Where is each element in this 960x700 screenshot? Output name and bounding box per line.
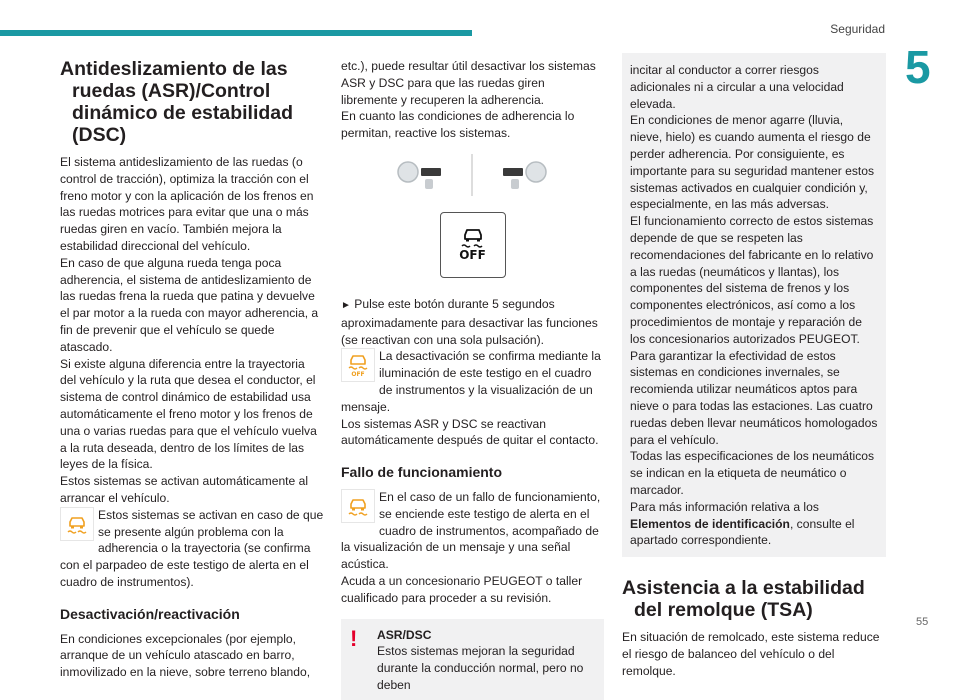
paragraph: Estos sistemas se activan en caso de que se presente algún problema con la adherencia o la trayectoria (se confirma con el parpadeo de este testigo de alerta en el cuadro de instrumentos).: [60, 507, 324, 589]
paragraph: En caso de que alguna rueda tenga poca adherencia, el sistema de antideslizamiento de las ruedas frena la rueda que patina y devuelve el par motor a la rueda con mayor adherencia, a fin de prevenir que el vehículo se quede atascado.: [60, 255, 319, 354]
paragraph: En cuanto las condiciones de adherencia lo permitan, reactive los sistemas.: [341, 109, 575, 141]
warning-title: ASR/DSC: [377, 627, 432, 642]
skid-off-icon: [341, 348, 375, 382]
paragraph: Para más información relativa a los Elementos de identificación, consulte el apartado correspondiente.: [630, 499, 855, 548]
paragraph: etc.), puede resultar útil desactivar los sistemas ASR y DSC para que las ruedas giren libremente y recuperen la adherencia.: [341, 59, 596, 107]
paragraph: El sistema antideslizamiento de las ruedas (o control de tracción), optimiza la tracción con el freno motor y con la aplicación de los frenos en las ruedas motrices para evitar que una o más ruedas giren en vacío. También mejora la estabilidad direccional del vehículo.: [60, 155, 314, 253]
paragraph: En condiciones excepcionales (por ejemplo, arranque de un vehículo atascado en barro, inmovilizado en la nieve, sobre terreno blando,: [60, 631, 311, 680]
warning-box: [341, 619, 604, 700]
skid-warning-icon: [341, 489, 375, 523]
paragraph: En situación de remolcado, este sistema reduce el riesgo de balanceo del vehículo o del remolque.: [622, 630, 880, 678]
paragraph: En condiciones de menor agarre (lluvia, nieve, hielo) es cuando aumenta el riesgo de perder adherencia. Por consiguiente, es importante para su seguridad mantener estos sistemas activados en cualquier condición y, especialmente, en las más adversas.: [630, 113, 875, 212]
warning-light-paragraph: [341, 489, 604, 573]
warning-light-paragraph: [60, 507, 324, 591]
paragraph: El funcionamiento correcto de estos sistemas depende de que se respeten las recomendaciones del fabricante en lo relativo a las ruedas (neumáticos y llantas), los componentes del sistema de frenos y los componentes electrónicos, así como a los procedimientos de montaje y reparación de los concesionarios autorizados PEUGEOT.: [630, 214, 874, 346]
section-heading-tsa: Asistencia a la estabilidad del remolque (TSA): [622, 577, 865, 622]
column-1: [60, 58, 324, 681]
svg-text:OFF: OFF: [351, 371, 365, 379]
paragraph: incitar al conductor a correr riesgos adicionales ni a circular a una velocidad elevada.: [630, 63, 844, 111]
asr-off-button-icon: [440, 212, 506, 278]
paragraph: Todas las especificaciones de los neumáticos se indican en la etiqueta de neumático o marcador.: [630, 449, 875, 497]
instruction-paragraph: ► Pulse este botón durante 5 segundos aproximadamente para desactivar las funciones (se reactivan con una sola pulsación).: [341, 296, 598, 347]
subheading-fault: Fallo de funcionamiento: [341, 464, 503, 481]
off-label: OFF: [459, 248, 486, 263]
paragraph: Acuda a un concesionario PEUGEOT o taller cualificado para proceder a su revisión.: [341, 573, 583, 605]
paragraph: En el caso de un fallo de funcionamiento, se enciende este testigo de alerta en el cuadro de instrumentos, acompañado de la visualización de un mensaje y una señal acústica.: [341, 489, 601, 572]
dashboard-illustration: [341, 152, 604, 200]
warning-exclamation-icon: !: [350, 625, 358, 651]
section-title: Seguridad: [830, 22, 885, 36]
cross-reference-link: Elementos de identificación: [630, 516, 790, 531]
bullet-arrow-icon: ►: [341, 299, 351, 311]
column-2: [341, 58, 604, 700]
paragraph: Los sistemas ASR y DSC se reactivan automáticamente después de quitar el contacto.: [341, 416, 599, 448]
skid-warning-icon: [60, 507, 94, 541]
page-number: 55: [916, 616, 929, 628]
paragraph: La desactivación se confirma mediante la iluminación de este testigo en el cuadro de instrumentos y la visualización de un mensaje.: [341, 349, 601, 414]
column-3: [622, 53, 886, 680]
paragraph: Si existe alguna diferencia entre la trayectoria del vehículo y la ruta que desea el conductor, el sistema de control dinámico de estabilidad usa automáticamente el freno motor y los frenos de una o varias ruedas para que el vehículo vuelva a la ruta deseada, dentro de los límites de las leyes de la física.: [60, 356, 317, 472]
paragraph: Para garantizar la efectividad de estos sistemas en condiciones invernales, se recomienda utilizar neumáticos aptos para nieve o para todas las estaciones. Las cuatro ruedas deben llevar neumáticos homologados para el vehículo.: [630, 348, 878, 447]
paragraph: Estos sistemas se activan automáticamente al arrancar el vehículo.: [60, 474, 309, 505]
warning-box-continued: [622, 53, 886, 557]
paragraph: Estos sistemas mejoran la seguridad durante la conducción normal, pero no deben: [377, 644, 584, 692]
chapter-number: 5: [905, 41, 931, 93]
section-heading-asr-dsc: Antideslizamiento de las ruedas (ASR)/Control dinámico de estabilidad (DSC): [60, 58, 294, 146]
warning-light-paragraph: [341, 348, 604, 415]
subheading-deactivation: Desactivación/reactivación: [60, 605, 240, 622]
header-accent-bar: [0, 30, 472, 36]
